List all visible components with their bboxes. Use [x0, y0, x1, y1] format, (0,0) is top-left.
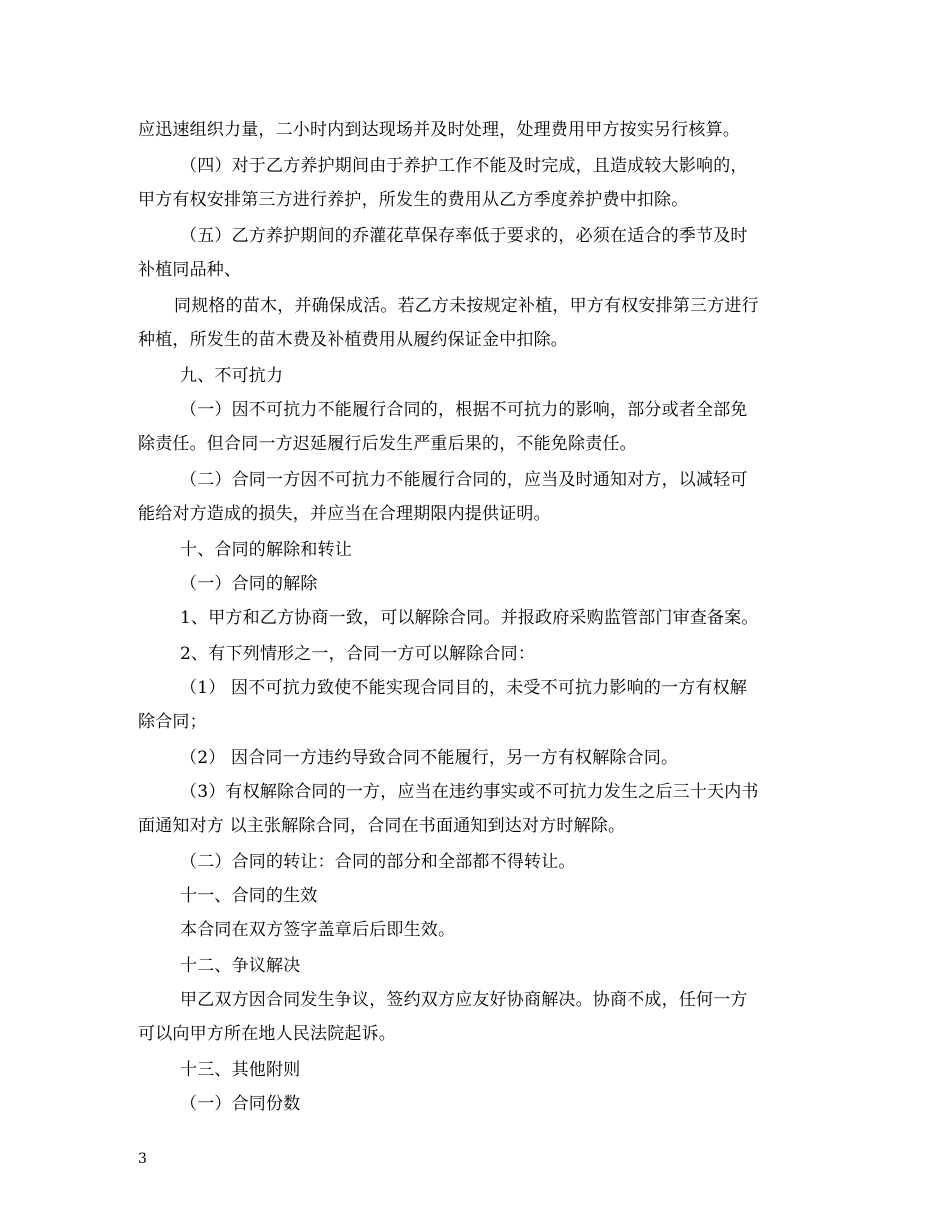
body-line: 除合同； [138, 712, 207, 732]
body-line: 甲方有权安排第三方进行养护，所发生的费用从乙方季度养护费中扣除。 [138, 190, 689, 210]
body-line: 补植同品种、 [138, 260, 242, 280]
subsection-heading: （一）合同的解除 [180, 574, 318, 594]
body-line: 除责任。但合同一方迟延履行后发生严重后果的，不能免除责任。 [138, 434, 637, 454]
body-line: （3）有权解除合同的一方，应当在违约事实或不可抗力发生之后三十天内书 [180, 782, 759, 802]
section-heading: 十一、合同的生效 [180, 886, 318, 906]
page-number: 3 [138, 1151, 147, 1167]
body-line: （2） 因合同一方违约导致合同不能履行，另一方有权解除合同。 [180, 748, 679, 768]
section-heading: 十二、争议解决 [180, 956, 301, 976]
section-heading: 九、不可抗力 [180, 366, 284, 386]
body-line: （五）乙方养护期间的乔灌花草保存率低于要求的，必须在适合的季节及时 [180, 226, 748, 246]
body-line: 能给对方造成的损失，并应当在合理期限内提供证明。 [138, 504, 551, 524]
body-line: 面通知对方 以主张解除合同，合同在书面通知到达对方时解除。 [138, 816, 626, 836]
body-line: 本合同在双方签字盖章后后即生效。 [180, 920, 456, 940]
body-line: （二）合同一方因不可抗力不能履行合同的，应当及时通知对方，以减轻可 [180, 470, 748, 490]
subsection-heading: （一）合同份数 [180, 1094, 301, 1114]
section-heading: 十、合同的解除和转让 [180, 540, 352, 560]
body-line: 1、甲方和乙方协商一致，可以解除合同。并报政府采购监管部门审查备案。 [180, 608, 759, 628]
section-heading: 十三、其他附则 [180, 1060, 301, 1080]
body-line: （一）因不可抗力不能履行合同的，根据不可抗力的影响，部分或者全部免 [180, 400, 748, 420]
body-line: 2、有下列情形之一，合同一方可以解除合同： [180, 644, 536, 664]
body-line: （四）对于乙方养护期间由于养护工作不能及时完成，且造成较大影响的， [180, 156, 748, 176]
body-line: 可以向甲方所在地人民法院起诉。 [138, 1024, 396, 1044]
body-line: （二）合同的转让：合同的部分和全部都不得转让。 [180, 852, 576, 872]
body-line: 应迅速组织力量，二小时内到达现场并及时处理，处理费用甲方按实另行核算。 [138, 120, 740, 140]
body-line: （1） 因不可抗力致使不能实现合同目的，未受不可抗力影响的一方有权解 [180, 678, 748, 698]
body-line: 种植，所发生的苗木费及补植费用从履约保证金中扣除。 [138, 330, 568, 350]
body-line: 甲乙双方因合同发生争议，签约双方应友好协商解决。协商不成，任何一方 [180, 990, 748, 1010]
body-line: 同规格的苗木，并确保成活。若乙方未按规定补植，甲方有权安排第三方进行 [174, 296, 759, 316]
